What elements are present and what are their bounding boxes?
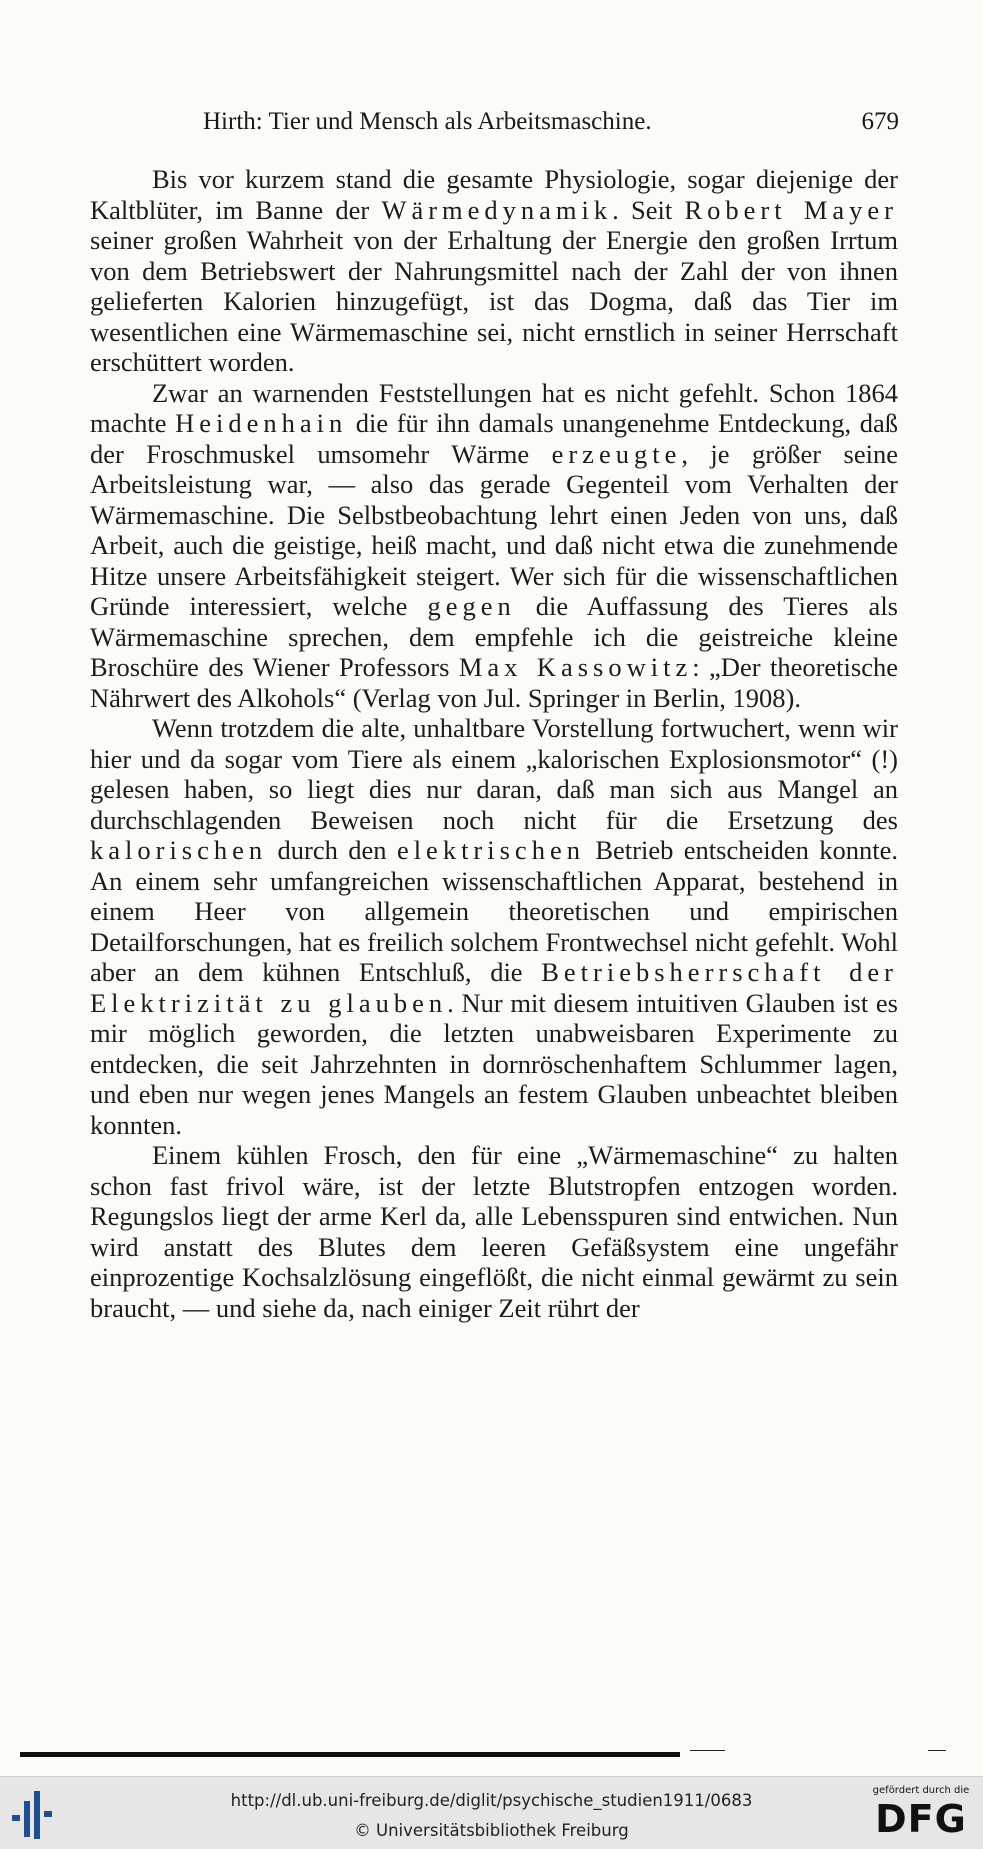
bottom-rule-short	[690, 1750, 725, 1751]
viewer-footer	[0, 1776, 983, 1849]
spaced-name: Max Kassowitz	[458, 652, 693, 682]
bottom-rule	[20, 1752, 680, 1757]
body-text	[90, 164, 898, 1323]
paragraph-1: Bis vor kurzem stand die gesamte Physiologie, sogar diejenige der Kaltblüter, im Banne der Wärmedynamik. Seit Robert Mayer seiner großen Wahrheit von der Erhaltung der Energie den großen Irrtum von dem Betriebswert der Nahrungsmittel nach der Zahl der von ihnen gelieferten Kalorien hinzugefügt, ist das Dogma, daß das Tier im wesentlichen eine Wärmemaschine sei, nicht ernstlich in seiner Herrschaft erschüttert worden.	[90, 164, 898, 377]
running-title: Hirth: Tier und Mensch als Arbeitsmaschine.	[203, 108, 652, 135]
paragraph-2: Zwar an warnenden Feststellungen hat es nicht gefehlt. Schon 1864 machte Heidenhain die für ihn damals unangenehme Entdeckung, daß der Froschmuskel umsomehr Wärme erzeugte, je größer seine Arbeitsleistung war, — also das gerade Gegenteil vom Verhalten der Wärmemaschine. Die Selbstbeobachtung lehrt einen Jeden von uns, daß Arbeit, auch die geistige, heiß macht, und daß nicht etwa die zunehmende Hitze unsere Arbeitsfähigkeit steigert. Wer sich für die wissenschaftlichen Gründe interessiert, welche gegen die Auffassung des Tieres als Wärmemaschine sprechen, dem empfehle ich die geistreiche kleine Broschüre des Wiener Professors Max Kassowitz: „Der theoretische Nährwert des Alkohols“ (Verlag von Jul. Springer in Berlin, 1908).	[90, 377, 898, 713]
spaced-term: gegen	[427, 591, 516, 621]
dfg-logo: DFG	[875, 1797, 967, 1841]
copyright-notice: © Universitätsbibliothek Freiburg	[354, 1821, 629, 1840]
spaced-term: erzeugte	[551, 438, 682, 469]
bottom-rule-right	[928, 1750, 946, 1751]
spaced-name: Robert Mayer	[684, 194, 898, 225]
spaced-name: Heidenhain	[175, 408, 348, 438]
spaced-term: Betriebsherrschaft der Elektrizität zu glauben	[90, 957, 899, 1018]
page-number: 679	[861, 108, 899, 135]
spaced-term: kalorischen	[90, 835, 268, 865]
spaced-term: Wärmedynamik	[381, 194, 613, 225]
paragraph-4: Einem kühlen Frosch, den für eine „Wärmemaschine“ zu halten schon fast frivol wäre, ist der letzte Blutstropfen entzogen worden. Regungslos liegt der arme Kerl da, alle Lebensspuren sind entwichen. Nun wird anstatt des Blutes dem leeren Gefäßsystem eine ungefähr einprozentige Kochsalzlösung eingeflößt, die nicht einmal gewärmt zu sein braucht, — und siehe da, nach einiger Zeit rührt der	[90, 1140, 898, 1323]
spaced-term: elektrischen	[396, 835, 585, 865]
paragraph-3: Wenn trotzdem die alte, unhaltbare Vorstellung fortwuchert, wenn wir hier und da sogar vom Tiere als einem „kalorischen Explosionsmotor“ (!) gelesen haben, so liegt dies nur daran, daß man sich aus Mangel an durchschlagenden Beweisen noch nicht für die Ersetzung des kalorischen durch den elektrischen Betrieb entscheiden konnte. An einem sehr umfangreichen wissenschaftlichen Apparat, bestehend in einem Heer von allgemein theoretischen und empirischen Detailforschungen, hat es freilich solchem Frontwechsel nicht gefehlt. Wohl aber an dem kühnen Entschluß, die Betriebsherrschaft der Elektrizität zu glauben. Nur mit diesem intuitiven Glauben ist es mir möglich geworden, die letzten unabweisbaren Experimente zu entdecken, die seit Jahrzehnten in dornröschenhaftem Schlummer lagen, und eben nur wegen jenes Mangels an festem Glauben unbeachtet bleiben konnten.	[90, 713, 899, 1140]
permalink-url[interactable]: http://dl.ub.uni-freiburg.de/diglit/psychische_studien1911/0683	[230, 1791, 753, 1810]
page-header	[203, 108, 899, 136]
sponsor-note: gefördert durch die	[872, 1785, 970, 1796]
